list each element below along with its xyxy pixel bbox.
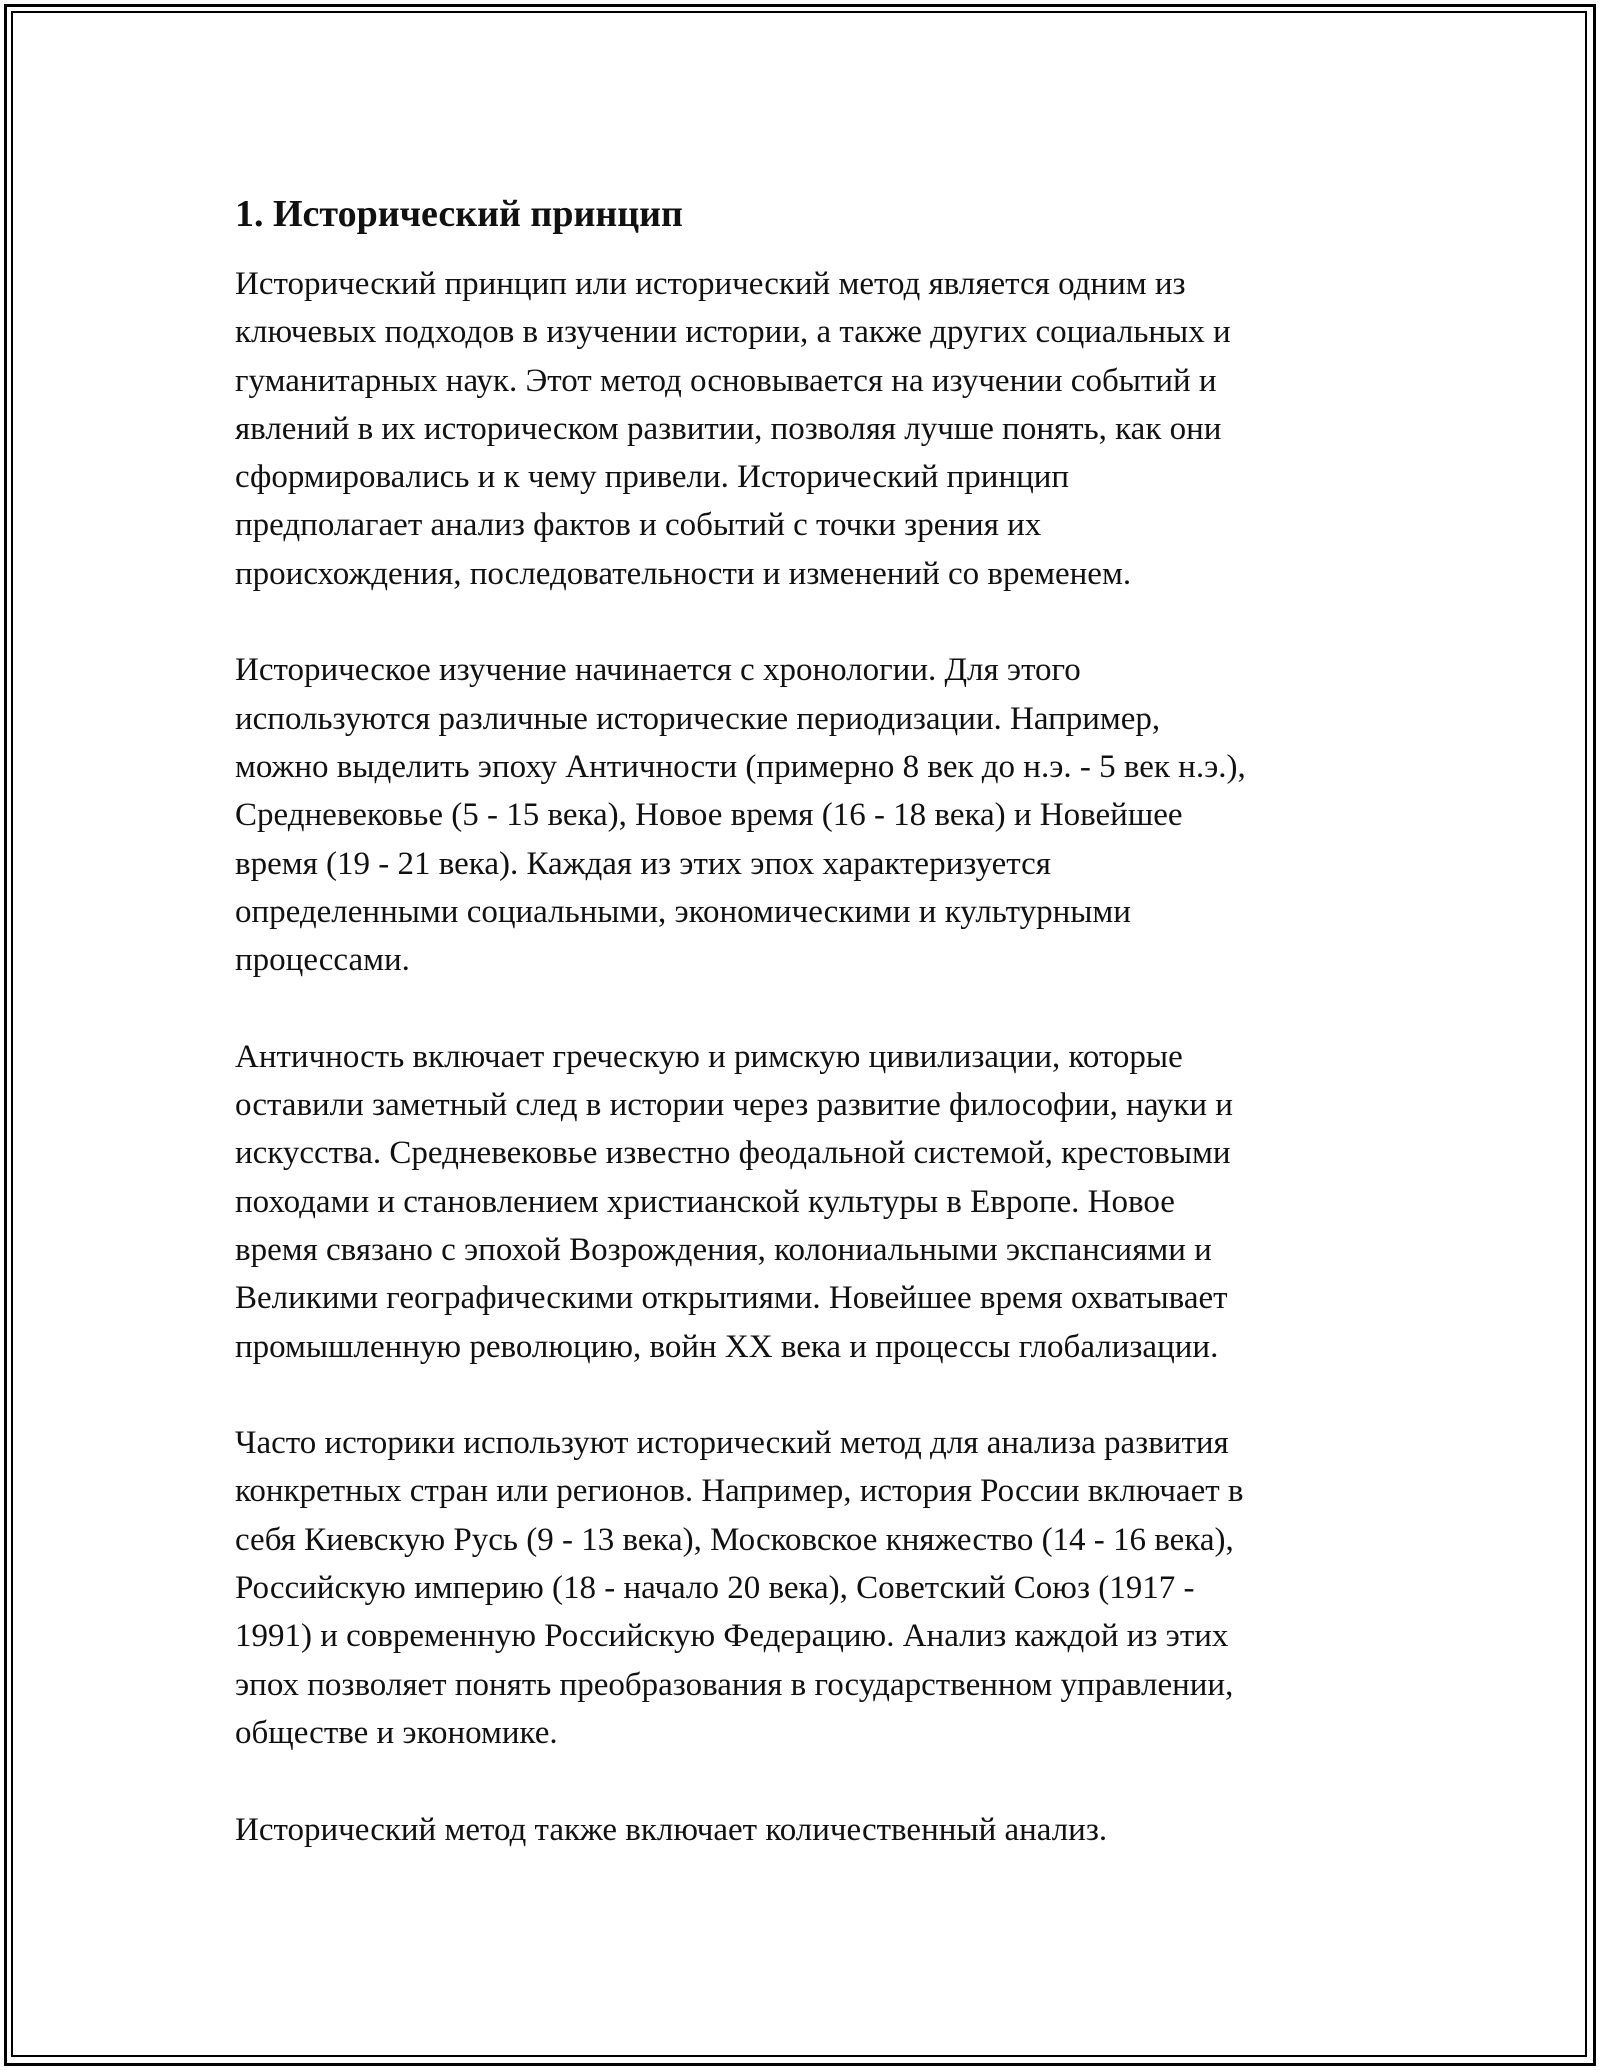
text-line: Часто историки используют исторический метод для анализа развития: [235, 1425, 1229, 1462]
text-line: эпох позволяет понять преобразования в государственном управлении,: [235, 1666, 1234, 1703]
text-line: время связано с эпохой Возрождения, колониальными экспансиями и: [235, 1231, 1212, 1268]
paragraph: [235, 1033, 1415, 1371]
document-body: [235, 190, 1415, 1902]
text-line: гуманитарных наук. Этот метод основывается на изучении событий и: [235, 362, 1217, 399]
text-line: Средневековье (5 - 15 века), Новое время (16 - 18 века) и Новейшее: [235, 797, 1183, 834]
text-line: конкретных стран или регионов. Например, история России включает в: [235, 1473, 1244, 1510]
text-line: Античность включает греческую и римскую цивилизации, которые: [235, 1038, 1183, 1075]
text-line: определенными социальными, экономическими и культурными: [235, 893, 1131, 930]
text-line: промышленную революцию, войн XX века и процессы глобализации.: [235, 1328, 1219, 1365]
text-line: используются различные исторические периодизации. Например,: [235, 700, 1161, 737]
text-line: ключевых подходов в изучении истории, а также других социальных и: [235, 314, 1231, 351]
paragraph: [235, 1806, 1415, 1854]
paragraph: [235, 260, 1415, 598]
text-line: процессами.: [235, 942, 410, 979]
paragraph: [235, 1419, 1415, 1757]
text-line: время (19 - 21 века). Каждая из этих эпох характеризуется: [235, 845, 1051, 882]
text-line: сформировались и к чему привели. Исторический принцип: [235, 459, 1070, 496]
text-line: явлений в их историческом развитии, позволяя лучше понять, как они: [235, 410, 1222, 447]
text-line: Великими географическими открытиями. Новейшее время охватывает: [235, 1280, 1228, 1317]
paragraph: [235, 646, 1415, 984]
text-line: Исторический принцип или исторический метод является одним из: [235, 266, 1186, 302]
text-line: Российскую империю (18 - начало 20 века), Советский Союз (1917 -: [235, 1570, 1195, 1607]
text-line: оставили заметный след в истории через развитие философии, науки и: [235, 1087, 1233, 1124]
text-line: себя Киевскую Русь (9 - 13 века), Московское княжество (14 - 16 века),: [235, 1521, 1234, 1558]
text-line: происхождения, последовательности и изменений со временем.: [235, 555, 1132, 592]
text-line: искусства. Средневековье известно феодальной системой, крестовыми: [235, 1135, 1231, 1172]
text-line: Исторический метод также включает количественный анализ.: [235, 1811, 1108, 1848]
text-line: предполагает анализ фактов и событий с точки зрения их: [235, 507, 1042, 544]
text-line: Историческое изучение начинается с хронологии. Для этого: [235, 652, 1081, 689]
text-line: 1991) и современную Российскую Федерацию. Анализ каждой из этих: [235, 1618, 1229, 1655]
text-line: походами и становлением христианской культуры в Европе. Новое: [235, 1183, 1175, 1220]
section-heading: 1. Исторический принцип: [235, 193, 683, 235]
text-line: обществе и экономике.: [235, 1714, 558, 1751]
text-line: можно выделить эпоху Античности (примерно 8 век до н.э. - 5 век н.э.),: [235, 748, 1246, 785]
